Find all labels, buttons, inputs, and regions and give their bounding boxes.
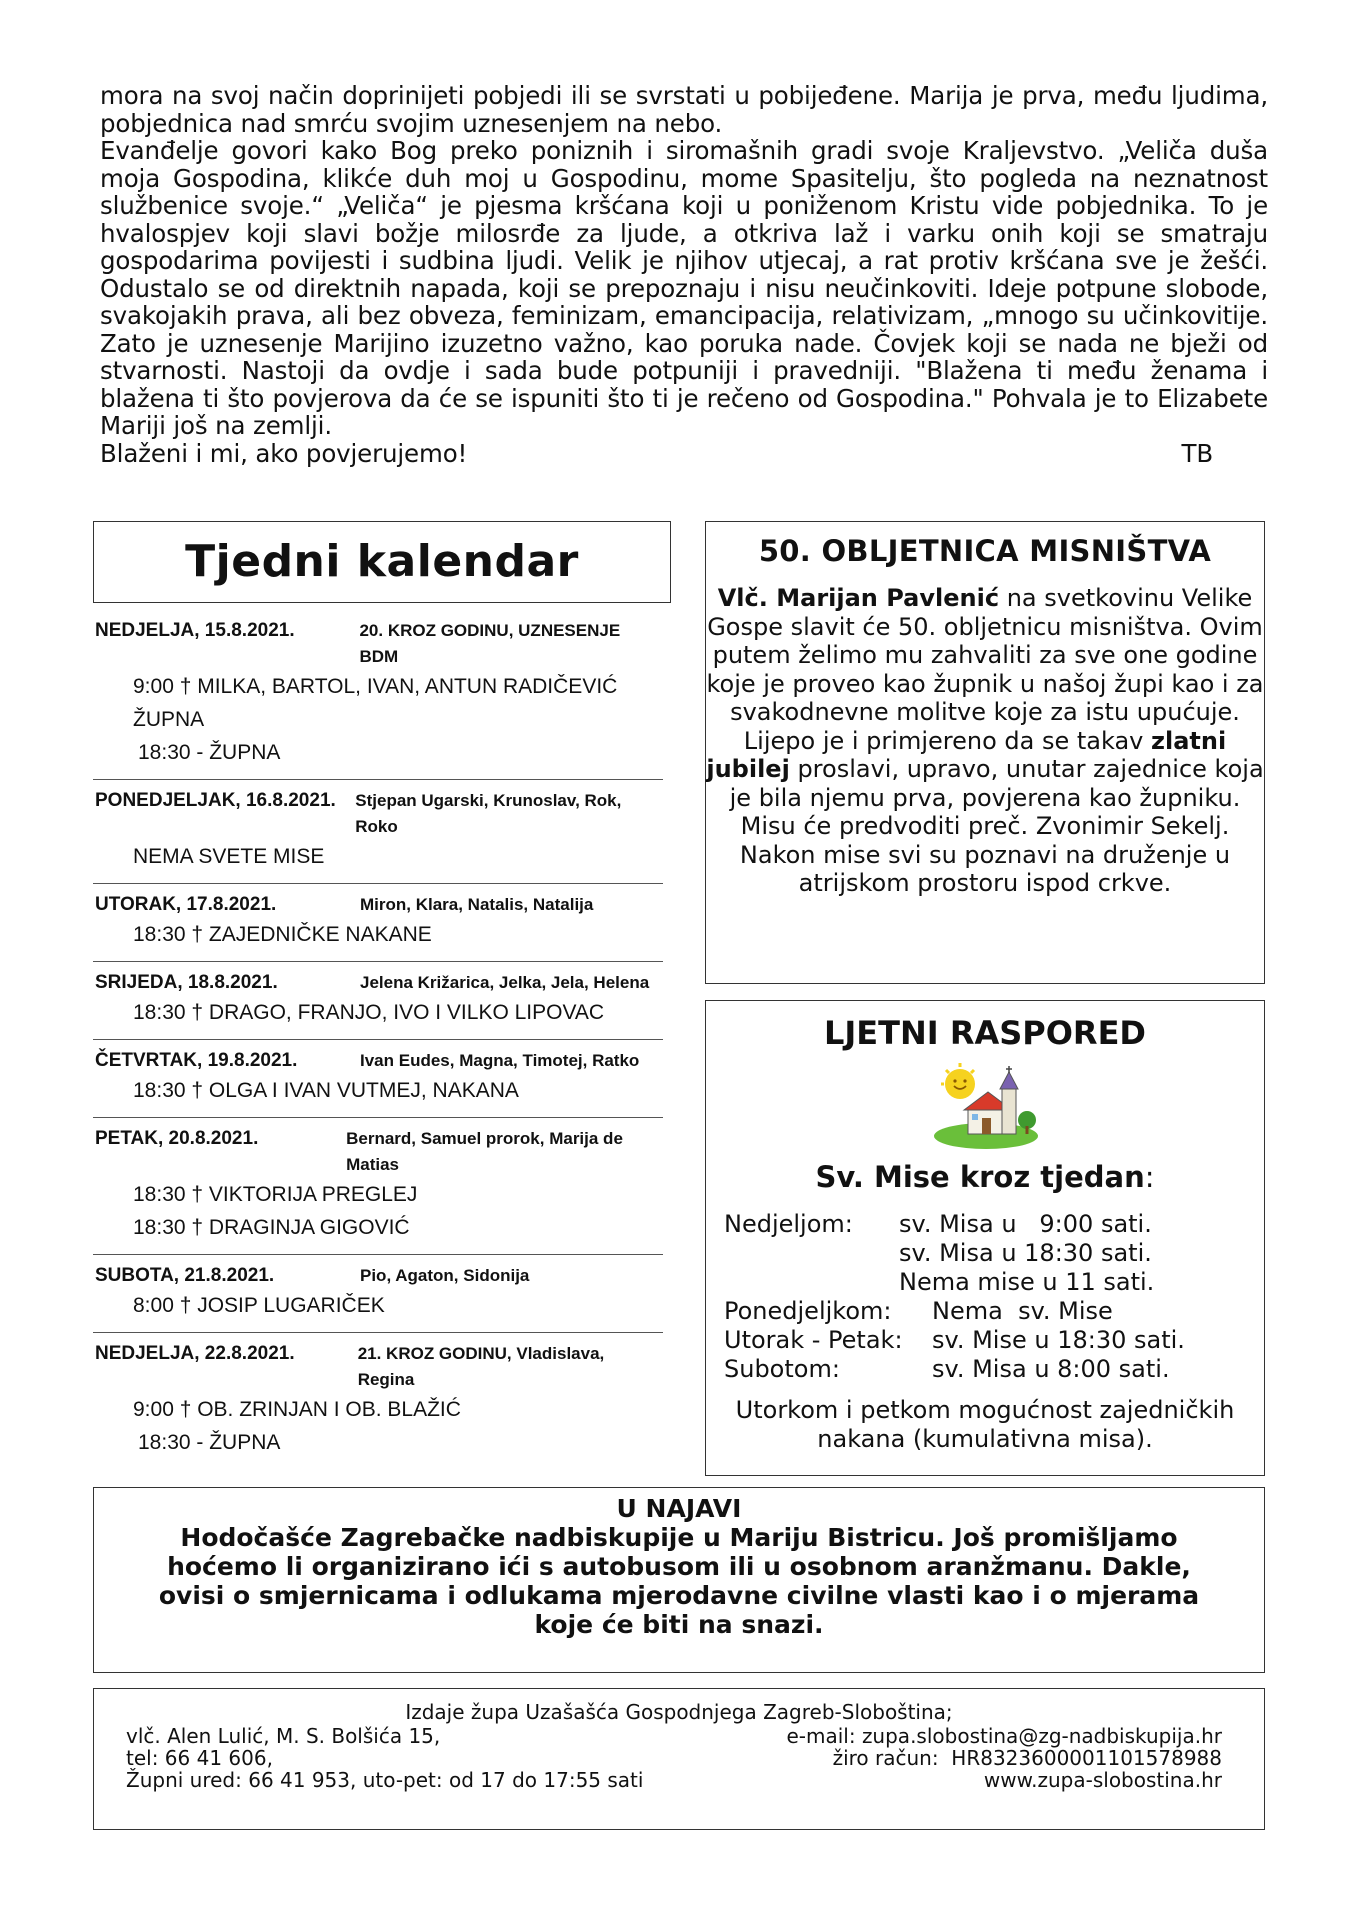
publisher-footer: [93, 1688, 1265, 1830]
monday-label: Ponedjeljkom:: [724, 1297, 892, 1325]
mass-schedule: [724, 1210, 1264, 1384]
announcement-text: Hodočašće Zagrebačke nadbiskupije u Mariju Bistricu. Još promišljamo hoćemo li organizirano ići s autobusom ili u osobnom aranžmanu. Dakle, ovisi o smjernicama i odlukama mjerodavne civilne vlasti kao i o mjerama koje će biti na snazi.: [158, 1523, 1200, 1639]
footer-contact-left: [126, 1725, 643, 1791]
day-name: SUBOTA, 21.8.2021.: [95, 1265, 275, 1286]
announcement-title: U NAJAVI: [616, 1494, 742, 1523]
sunday-time-2: sv. Misa u 18:30 sati.: [899, 1239, 1152, 1267]
announcement-box: [93, 1487, 1265, 1673]
sunday-time-3: Nema mise u 11 sati.: [899, 1268, 1155, 1296]
day-saints: Miron, Klara, Natalis, Natalija: [360, 895, 594, 914]
footer-office-hours: Župni ured: 66 41 953, uto-pet: od 17 do 17:55 sati: [126, 1768, 644, 1792]
calendar-days: [93, 610, 663, 1469]
day-name: PONEDJELJAK, 16.8.2021.: [95, 790, 336, 811]
mass-entry: 18:30 † OLGA I IVAN VUTMEJ, NAKANA: [133, 1079, 519, 1102]
footer-email: e-mail: zupa.slobostina@zg-nadbiskupija.hr: [786, 1724, 1222, 1748]
anniversary-text: [706, 584, 1264, 898]
summer-schedule-title: LJETNI RASPORED: [824, 1014, 1146, 1052]
calendar-day: [93, 1255, 663, 1333]
intro-last-line: Blaženi i mi, ako povjerujemo!: [100, 438, 468, 468]
calendar-day: [93, 1333, 663, 1469]
calendar-day: [93, 1040, 663, 1118]
footer-bank-account: žiro račun: HR8323600001101578988: [832, 1746, 1222, 1770]
mass-entry: 18:30 - ŽUPNA: [138, 741, 281, 764]
day-name: ČETVRTAK, 19.8.2021.: [95, 1050, 298, 1071]
day-saints: 21. KROZ GODINU, Vladislava, Regina: [357, 1344, 605, 1389]
sunday-time-1: sv. Misa u 9:00 sati.: [899, 1210, 1152, 1238]
anniversary-title: 50. OBLJETNICA MISNIŠTVA: [758, 534, 1212, 568]
footer-phone: tel: 66 41 606,: [126, 1746, 273, 1770]
calendar-day: [93, 962, 663, 1040]
mass-entry: 9:00 † MILKA, BARTOL, IVAN, ANTUN RADIČEVIĆ ŽUPNA: [133, 675, 618, 731]
weekly-masses-subtitle-colon: :: [1144, 1160, 1155, 1194]
anniversary-text-part-2: proslavi, upravo, unutar zajednice koja je bila njemu prva, povjerena kao župniku. Misu će predvoditi preč. Zvonimir Sekelj. Nakon mise svi su poznavi na druženje u atrijskom prostoru ispod crkve.: [729, 755, 1264, 897]
footer-address: vlč. Alen Lulić, M. S. Bolšića 15,: [126, 1724, 441, 1748]
weekly-calendar-header: [93, 521, 671, 603]
anniversary-text-part-1: na svetkovinu Velike Gospe slavit će 50. obljetnicu misništva. Ovim putem želimo mu zahvaliti za sve one godine koje je proveo kao župnik u našoj župi kao i za svakodnevne molitve koje za istu upućuje. Lijepo je i primjereno da se takav: [706, 584, 1264, 755]
church-icon: [930, 1062, 1040, 1150]
golden-jubilee-highlight: zlatni jubilej: [706, 726, 1227, 783]
day-saints: Stjepan Ugarski, Krunoslav, Rok, Roko: [355, 791, 622, 836]
mass-entry: 18:30 † ZAJEDNIČKE NAKANE: [133, 923, 432, 946]
footer-website: www.zupa-slobostina.hr: [983, 1768, 1222, 1792]
author-signature: TB: [1181, 438, 1213, 468]
summer-schedule-box: [705, 1000, 1265, 1476]
calendar-day: [93, 780, 663, 884]
intentions-note: Utorkom i petkom mogućnost zajedničkih nakana (kumulativna misa).: [735, 1396, 1235, 1453]
weekday-value: sv. Mise u 18:30 sati.: [932, 1326, 1185, 1354]
mass-entry: 18:30 - ŽUPNA: [138, 1431, 281, 1454]
mass-entry: 9:00 † OB. ZRINJAN I OB. BLAŽIĆ: [133, 1398, 461, 1421]
day-saints: Ivan Eudes, Magna, Timotej, Ratko: [360, 1051, 640, 1070]
anniversary-box: [705, 521, 1265, 984]
intro-article: [100, 82, 1268, 467]
day-saints: Jelena Križarica, Jelka, Jela, Helena: [360, 973, 650, 992]
day-name: UTORAK, 17.8.2021.: [95, 894, 277, 915]
footer-contact-right: [786, 1725, 1222, 1791]
intro-paragraph-1: mora na svoj način doprinijeti pobjedi ili se svrstati u pobijeđene. Marija je prva, među ljudima, pobjednica nad smrću svojim uznesenjem na nebo.: [100, 81, 1268, 138]
intro-closing: [100, 440, 1268, 468]
saturday-label: Subotom:: [724, 1355, 840, 1383]
mass-entry: 18:30 † VIKTORIJA PREGLEJ: [133, 1183, 418, 1206]
priest-name: Vlč. Marijan Pavlenić: [717, 584, 1000, 612]
calendar-day: [93, 610, 663, 780]
mass-entry: 8:00 † JOSIP LUGARIČEK: [133, 1294, 385, 1317]
day-name: NEDJELJA, 15.8.2021.: [95, 620, 295, 641]
day-name: SRIJEDA, 18.8.2021.: [95, 972, 278, 993]
weekly-masses-subtitle: [706, 1160, 1264, 1194]
day-name: NEDJELJA, 22.8.2021.: [95, 1343, 295, 1364]
day-name: PETAK, 20.8.2021.: [95, 1128, 259, 1149]
sunday-label: Nedjeljom:: [724, 1210, 853, 1238]
calendar-day: [93, 1118, 663, 1255]
intro-paragraph-2: Evanđelje govori kako Bog preko poniznih i siromašnih gradi svoje Kraljevstvo. „Veliča duša moja Gospodina, klikće duh moj u Gospodinu, mome Spasitelju, što pogleda na neznatnost službenice svoje.“ „Veliča“ je pjesma kršćana koji u poniženom Kristu vide pobjednika. To je hvalospjev koji slavi božje milosrđe za ljude, a otkriva laž i varku onih koji se smatraju gospodarima povijesti i sudbina ljudi. Velik je njihov utjecaj, a rat protiv kršćana sve je žešći. Odustalo se od direktnih napada, koji se prepoznaju i nisu neučinkoviti. Ideje potpune slobode, svakojakih prava, ali bez obveza, feminizam, emancipacija, relativizam, „mnogo su učinkovitije. Zato je uznesenje Marijino izuzetno važno, kao poruka nade. Čovjek koji se nada ne bježi od stvarnosti. Nastoji da ovdje i sada bude potpuniji i pravedniji. "Blažena ti među ženama i blažena ti što povjerova da će se ispuniti što ti je rečeno od Gospodina." Pohvala je to Elizabete Mariji još na zemlji.: [100, 136, 1268, 440]
calendar-title: Tjedni kalendar: [185, 536, 579, 587]
publisher-line: Izdaje župa Uzašašća Gospodnjega Zagreb-Sloboština;: [405, 1700, 953, 1724]
weekly-masses-subtitle-text: Sv. Mise kroz tjedan: [815, 1160, 1145, 1194]
day-saints: 20. KROZ GODINU, UZNESENJE BDM: [359, 621, 621, 666]
day-saints: Bernard, Samuel prorok, Marija de Matias: [346, 1129, 623, 1174]
mass-entry: NEMA SVETE MISE: [133, 845, 325, 868]
mass-entry: 18:30 † DRAGO, FRANJO, IVO I VILKO LIPOVAC: [133, 1001, 605, 1024]
saturday-value: sv. Misa u 8:00 sati.: [932, 1355, 1170, 1383]
weekday-label: Utorak - Petak:: [724, 1326, 903, 1354]
calendar-day: [93, 884, 663, 962]
mass-entry: 18:30 † DRAGINJA GIGOVIĆ: [133, 1216, 410, 1239]
day-saints: Pio, Agaton, Sidonija: [360, 1266, 530, 1285]
monday-value: Nema sv. Mise: [932, 1297, 1113, 1325]
